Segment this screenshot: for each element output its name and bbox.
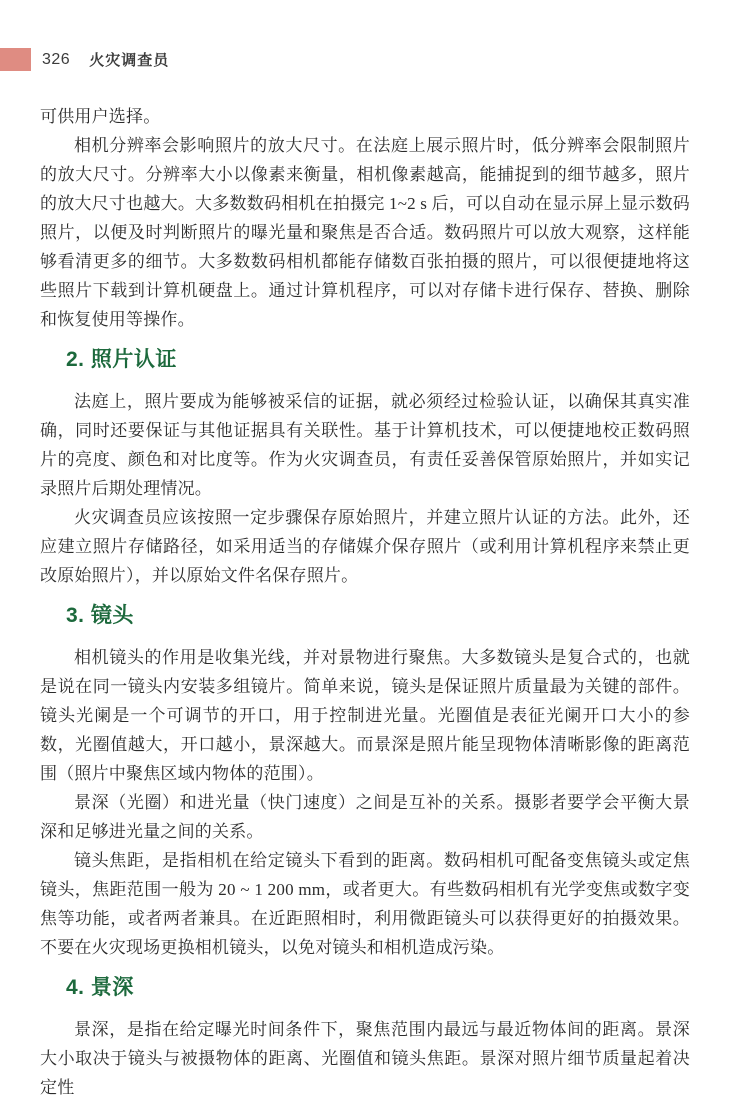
paragraph-save-original-photos: 火灾调查员应该按照一定步骤保存原始照片，并建立照片认证的方法。此外，还应建立照片存储路径，如采用适当的存储媒介保存照片（或利用计算机程序来禁止更改原始照片），并以原始文件名保存照片。	[40, 508, 690, 585]
page-number: 326	[42, 50, 71, 68]
paragraph-camera-resolution: 相机分辨率会影响照片的放大尺寸。在法庭上展示照片时，低分辨率会限制照片的放大尺寸。分辨率大小以像素来衡量，相机像素越高，能捕捉到的细节越多，照片的放大尺寸也越大。大多数数码相机在拍摄完 1~2 s 后，可以自动在显示屏上显示数码照片，以便及时判断照片的曝光量和聚焦是否合适。数码照片可以放大观察，这样能够看清更多的细节。大多数数码相机都能存储数百张拍摄的照片，可以很便捷地将这些照片下载到计算机硬盘上。通过计算机程序，可以对存储卡进行保存、替换、删除和恢复使用等操作。	[40, 136, 690, 329]
paragraph-court-evidence: 法庭上，照片要成为能够被采信的证据，就必须经过检验认证，以确保其真实准确，同时还要保证与其他证据具有关联性。基于计算机技术，可以便捷地校正数码照片的亮度、颜色和对比度等。作为火灾调查员，有责任妥善保管原始照片，并如实记录照片后期处理情况。	[40, 392, 690, 498]
paragraph-focal-length: 镜头焦距，是指相机在给定镜头下看到的距离。数码相机可配备变焦镜头或定焦镜头，焦距范围一般为 20 ~ 1 200 mm，或者更大。有些数码相机有光学变焦或数字变焦等功能，或者两者兼具。在近距照相时，利用微距镜头可以获得更好的拍摄效果。不要在火灾现场更换相机镜头，以免对镜头和相机造成污染。	[40, 851, 690, 957]
paragraph-depth-of-field-definition: 景深，是指在给定曝光时间条件下，聚焦范围内最远与最近物体间的距离。景深大小取决于镜头与被摄物体的距离、光圈值和镜头焦距。景深对照片细节质量起着决定性	[40, 1020, 690, 1097]
paragraph-depth-vs-light: 景深（光圈）和进光量（快门速度）之间是互补的关系。摄影者要学会平衡大景深和足够进光量之间的关系。	[40, 793, 690, 841]
paragraph-lens-function: 相机镜头的作用是收集光线，并对景物进行聚焦。大多数镜头是复合式的，也就是说在同一镜头内安装多组镜片。简单来说，镜头是保证照片质量最为关键的部件。镜头光阑是一个可调节的开口，用于控制进光量。光圈值是表征光阑开口大小的参数，光圈值越大，开口越小，景深越大。而景深是照片能呈现物体清晰影像的距离范围（照片中聚焦区域内物体的范围）。	[40, 648, 690, 783]
section-heading-depth-of-field: 4. 景深	[66, 976, 134, 999]
header-color-bar	[0, 48, 31, 71]
page-body	[40, 102, 690, 1102]
running-header	[0, 48, 169, 71]
book-title: 火灾调查员	[89, 52, 170, 69]
paragraph-continuation: 可供用户选择。	[40, 107, 161, 126]
section-heading-photo-authentication: 2. 照片认证	[66, 348, 177, 371]
section-heading-lens: 3. 镜头	[66, 604, 134, 627]
